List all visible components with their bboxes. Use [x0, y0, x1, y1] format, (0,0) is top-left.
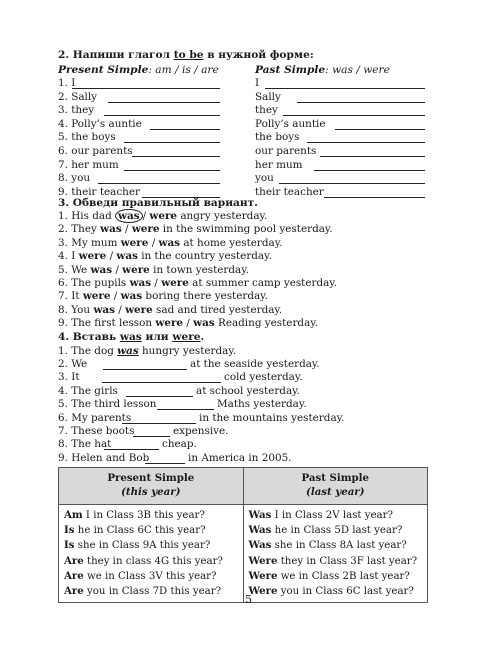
ex2-left-item: 2. Sally: [58, 90, 98, 103]
ex3-item: 7. It were / was boring there yesterday.: [58, 290, 268, 303]
ex4-item-rest: in America in 2005.: [188, 451, 292, 464]
grammar-table: [58, 467, 428, 603]
option-a[interactable]: were: [120, 236, 149, 249]
ex4-title: 4. Вставь was или were.: [58, 331, 205, 343]
present-examples: [59, 505, 244, 603]
answer-blank[interactable]: [314, 170, 425, 171]
fill-blank[interactable]: [145, 463, 185, 464]
ex3-item: 4. I were / was in the country yesterday.: [58, 250, 272, 263]
answer-blank[interactable]: [297, 102, 425, 103]
answer-blank[interactable]: [307, 142, 425, 143]
ex4-item-1: 1. The dog was hungry yesterday.: [58, 345, 237, 357]
option-b[interactable]: were: [122, 263, 150, 276]
ex4-item: 5. The third lesson: [58, 398, 157, 411]
option-a[interactable]: was: [90, 263, 113, 276]
ex4-item-rest: cheap.: [162, 438, 197, 451]
past-simple-header: Past Simple: was / were: [255, 64, 390, 76]
ex4-item-rest: expensive.: [173, 425, 229, 437]
example-sentence: Were they in Class 3F last year?: [248, 554, 418, 567]
verb: Is: [64, 539, 75, 552]
verb: Was: [248, 509, 272, 521]
ex2-left-item: 4. Polly’s auntie: [58, 117, 142, 130]
option-b[interactable]: were: [125, 303, 153, 316]
fill-blank[interactable]: [133, 436, 170, 437]
answer-blank[interactable]: [335, 129, 425, 130]
fill-blank[interactable]: [104, 449, 159, 450]
ex2-left-item: 1. I: [58, 77, 76, 89]
example-sentence: Are you in Class 7D this year?: [64, 585, 222, 598]
ex2-right-item: their teacher: [255, 185, 324, 198]
ex3-item: 1. His dad was / were angry yesterday.: [58, 210, 268, 222]
ex2-right-item: I: [255, 77, 260, 89]
answer-blank[interactable]: [104, 115, 220, 116]
answer-blank[interactable]: [265, 88, 425, 89]
answer-blank[interactable]: [72, 88, 220, 89]
past-examples: [243, 505, 428, 603]
answer-blank[interactable]: [108, 102, 220, 103]
option-b[interactable]: was: [158, 236, 181, 249]
fill-blank[interactable]: [126, 396, 193, 397]
ex2-left-item: 8. you: [58, 172, 91, 185]
ex4-item: 2. We: [58, 358, 88, 370]
example-sentence: Was he in Class 5D last year?: [248, 524, 403, 537]
option-b[interactable]: was: [116, 250, 138, 263]
past-column-header: Past Simple (last year): [243, 468, 428, 505]
answer-blank[interactable]: [320, 156, 425, 157]
ex4-item: 3. It: [58, 371, 80, 384]
ex3-item: 5. We was / were in town yesterday.: [58, 263, 250, 276]
option-b[interactable]: was: [193, 317, 215, 330]
ex2-right-item: Polly’s auntie: [255, 117, 326, 130]
option-a[interactable]: was: [129, 277, 152, 289]
present-simple-header: Present Simple: am / is / are: [58, 64, 219, 76]
ex4-item: 4. The girls: [58, 384, 118, 397]
present-column-header: Present Simple (this year): [59, 468, 244, 505]
ex3-title: 3. Обведи правильный вариант.: [58, 197, 258, 209]
ex2-right-item: they: [255, 104, 278, 117]
ex2-right-item: her mum: [255, 158, 303, 171]
ex2-left-item: 9. their teacher: [58, 185, 140, 198]
answer-blank[interactable]: [324, 197, 425, 198]
verb: Were: [248, 569, 278, 582]
answer-blank[interactable]: [279, 183, 425, 184]
option-a[interactable]: was: [100, 223, 122, 236]
example-sentence: Was I in Class 2V last year?: [248, 509, 393, 521]
example-sentence: Am I in Class 3B this year?: [64, 509, 205, 521]
fill-blank[interactable]: [103, 369, 187, 370]
ex4-item-rest: at the seaside yesterday.: [190, 358, 320, 370]
verb: Were: [248, 585, 278, 598]
fill-blank[interactable]: [157, 409, 214, 410]
example-sentence: Were you in Class 6C last year?: [248, 585, 414, 598]
verb: Are: [64, 569, 84, 582]
ex3-item: 9. The first lesson were / was Reading yesterday.: [58, 317, 319, 330]
ex4-item-rest: in the mountains yesterday.: [199, 411, 345, 424]
fill-blank[interactable]: [122, 423, 196, 424]
ex4-item: 8. The hat: [58, 438, 112, 451]
option-a[interactable]: were: [155, 317, 184, 330]
fill-blank[interactable]: [102, 382, 221, 383]
circled-answer[interactable]: was: [115, 209, 143, 223]
ex4-item-rest: at school yesterday.: [196, 384, 300, 397]
ex2-title-verb: to be: [173, 49, 204, 61]
example-sentence: Is he in Class 6C this year?: [64, 524, 206, 537]
option-b[interactable]: were: [131, 223, 160, 236]
ex2-right-item: you: [255, 172, 274, 185]
answer-blank[interactable]: [132, 156, 220, 157]
answer-blank[interactable]: [283, 115, 425, 116]
option-b[interactable]: was: [120, 290, 143, 303]
example-sentence: Were we in Class 2B last year?: [248, 569, 410, 582]
option-a[interactable]: were: [78, 250, 107, 263]
ex3-item: 3. My mum were / was at home yesterday.: [58, 236, 283, 249]
option-a[interactable]: was: [93, 303, 115, 316]
ex2-right-item: the boys: [255, 131, 300, 144]
ex4-item-rest: cold yesterday.: [224, 371, 303, 384]
answer-blank[interactable]: [98, 183, 220, 184]
ex2-title: 2. Напиши глагол to be в нужной форме:: [58, 49, 314, 61]
verb: Are: [64, 554, 84, 567]
option-a[interactable]: were: [82, 290, 111, 303]
ex3-item: 6. The pupils was / were at summer camp yesterday.: [58, 277, 338, 289]
verb: Are: [64, 585, 84, 598]
verb: Was: [248, 539, 272, 552]
option-b[interactable]: were: [149, 210, 178, 222]
ex2-left-item: 3. they: [58, 104, 95, 117]
ex2-right-item: Sally: [255, 90, 281, 103]
verb: Am: [64, 509, 83, 521]
verb: Is: [64, 524, 75, 537]
answer-blank[interactable]: [150, 129, 220, 130]
ex4-item: 7. These boots: [58, 425, 135, 437]
ex3-item: 2. They was / were in the swimming pool yesterday.: [58, 223, 333, 236]
answer-blank[interactable]: [124, 142, 220, 143]
ex2-right-item: our parents: [255, 145, 317, 157]
ex4-item: 9. Helen and Bob: [58, 451, 150, 464]
ex2-left-item: 5. the boys: [58, 131, 116, 144]
example-sentence: Was she in Class 8A last year?: [248, 539, 407, 552]
ex4-item-rest: Maths yesterday.: [217, 398, 307, 411]
ex2-left-item: 6. our parents: [58, 145, 133, 157]
verb: Were: [248, 554, 278, 567]
ex4-item: 6. My parents: [58, 411, 132, 424]
option-b[interactable]: were: [161, 277, 189, 289]
page-number: 5: [245, 593, 252, 606]
verb: Was: [248, 524, 272, 537]
example-sentence: Are they in class 4G this year?: [64, 554, 223, 567]
example-sentence: Is she in Class 9A this year?: [64, 539, 211, 552]
example-sentence: Are we in Class 3V this year?: [64, 569, 217, 582]
ex2-left-item: 7. her mum: [58, 158, 119, 171]
answer-blank[interactable]: [124, 170, 220, 171]
ex3-item: 8. You was / were sad and tired yesterday.: [58, 303, 283, 316]
